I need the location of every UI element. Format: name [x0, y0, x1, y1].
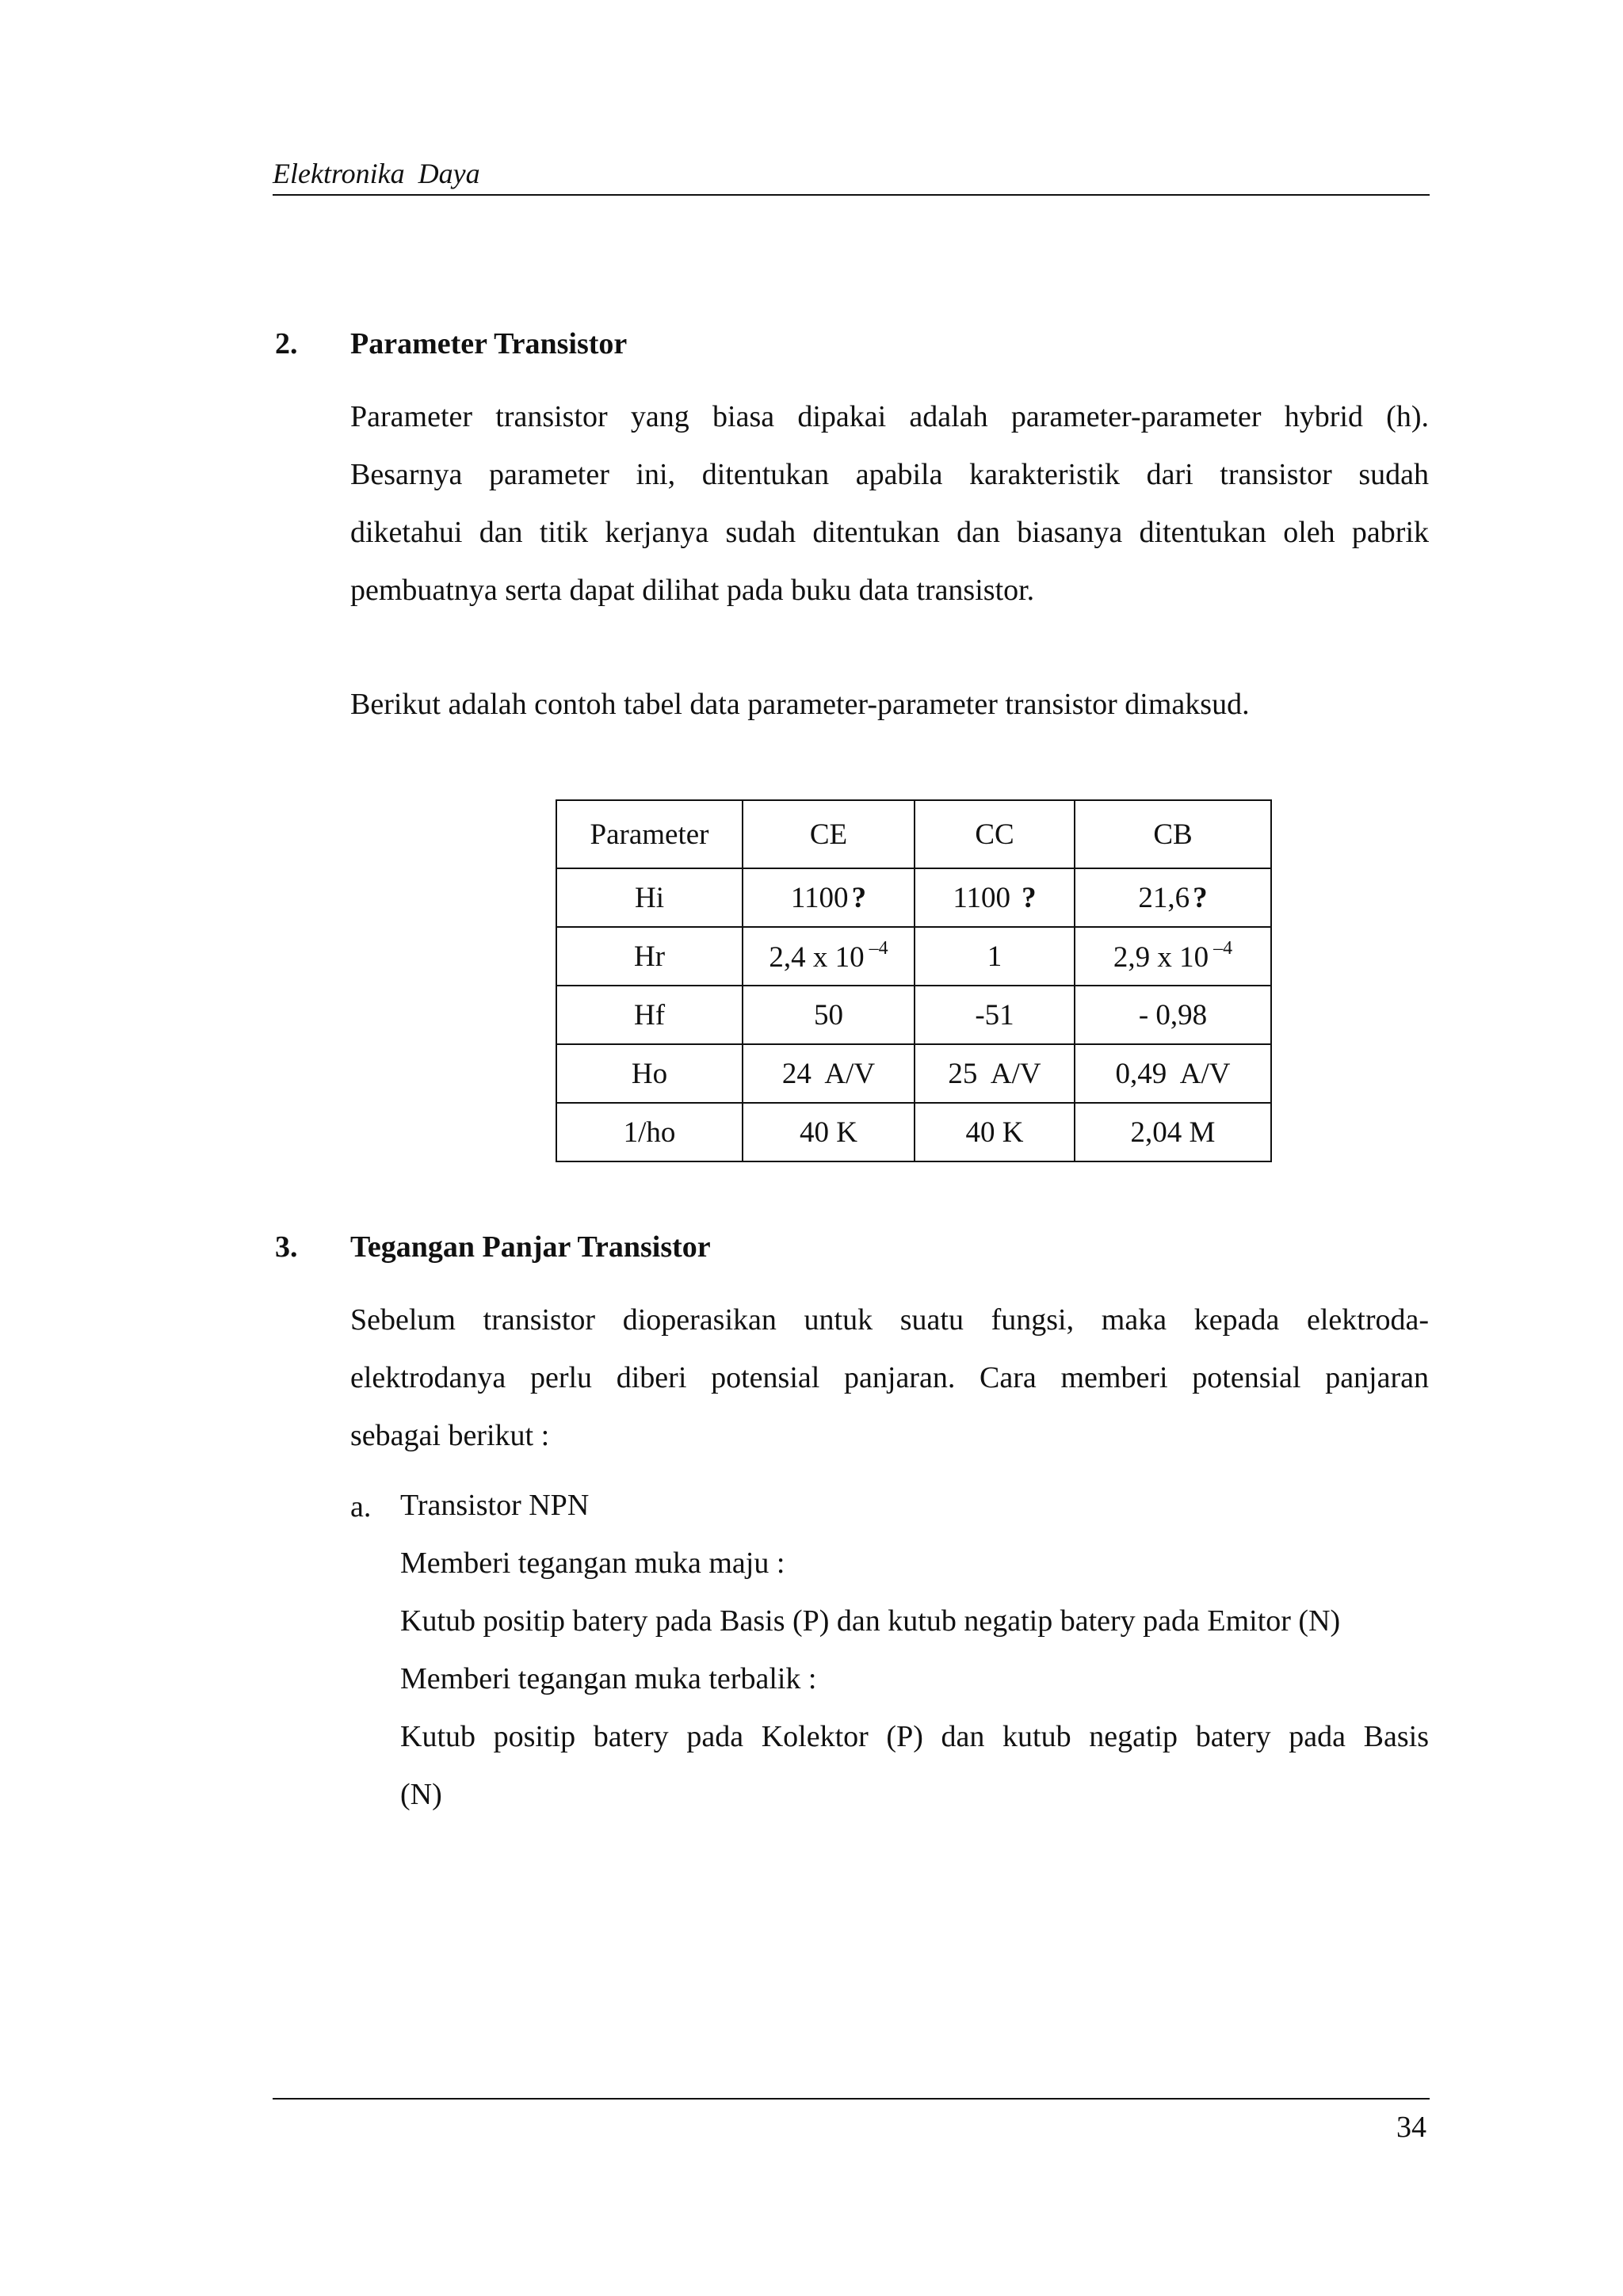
list-item [400, 1477, 1429, 1824]
section-3-paragraph [350, 1291, 1429, 1465]
paragraph-line: Berikut adalah contoh tabel data parameter-parameter transistor dimaksud. [350, 688, 1250, 721]
table-cell: 40 K [915, 1103, 1075, 1161]
table-cell: Hi [556, 868, 743, 927]
header-cell: CB [1075, 800, 1271, 868]
header-rule [273, 194, 1430, 196]
table-row [556, 1103, 1271, 1161]
cell-value: 21,6 [1138, 881, 1190, 914]
table-cell: 25 A/V [915, 1044, 1075, 1103]
table-cell [1075, 927, 1271, 986]
header-cell: Parameter [556, 800, 743, 868]
exponent: –4 [1213, 938, 1233, 959]
paragraph-line: Parameter transistor yang biasa dipakai adalah parameter-parameter hybrid (h). [350, 400, 1429, 433]
paragraph-line: Sebelum transistor dioperasikan untuk suatu fungsi, maka kepada elektroda- [350, 1303, 1429, 1337]
header-cell: CE [743, 800, 915, 868]
list-line: Transistor NPN [400, 1489, 590, 1522]
table-row [556, 1044, 1271, 1103]
table-cell [743, 927, 915, 986]
exponent: –4 [869, 938, 888, 959]
table-cell [915, 868, 1075, 927]
list-label: a. [350, 1490, 372, 1524]
cell-value: 2,4 x 10 [769, 941, 865, 974]
running-header: Elektronika Daya [273, 158, 480, 189]
table-cell: Hr [556, 927, 743, 986]
list-line: (N) [400, 1778, 442, 1811]
section-3-number: 3. [275, 1230, 298, 1264]
paragraph-line: sebagai berikut : [350, 1419, 550, 1452]
section-2-title: Parameter Transistor [350, 327, 628, 360]
table-header-row [556, 800, 1271, 868]
unknown-symbol: ? [1193, 881, 1208, 914]
table-cell: 0,49 A/V [1075, 1044, 1271, 1103]
list-line: Memberi tegangan muka terbalik : [400, 1662, 817, 1695]
section-2-number: 2. [275, 327, 298, 360]
table-cell: 40 K [743, 1103, 915, 1161]
paragraph-line: pembuatnya serta dapat dilihat pada buku data transistor. [350, 574, 1035, 607]
table-cell: 2,04 M [1075, 1103, 1271, 1161]
unknown-symbol: ? [1022, 881, 1037, 914]
table-cell: - 0,98 [1075, 986, 1271, 1044]
section-2-paragraph [350, 388, 1429, 620]
footer-rule [273, 2098, 1430, 2100]
header-cell: CC [915, 800, 1075, 868]
table-cell: Hf [556, 986, 743, 1044]
table-cell [1075, 868, 1271, 927]
table-cell: -51 [915, 986, 1075, 1044]
paragraph-line: diketahui dan titik kerjanya sudah ditentukan dan biasanya ditentukan oleh pabrik [350, 516, 1429, 549]
table-row [556, 986, 1271, 1044]
unknown-symbol: ? [851, 881, 867, 914]
page-number: 34 [1396, 2111, 1426, 2144]
paragraph-line: elektrodanya perlu diberi potensial panjaran. Cara memberi potensial panjaran [350, 1361, 1429, 1394]
table-cell: 24 A/V [743, 1044, 915, 1103]
section-3-title: Tegangan Panjar Transistor [350, 1230, 711, 1264]
table-cell [743, 868, 915, 927]
list-line: Memberi tegangan muka maju : [400, 1547, 785, 1580]
table-cell: 50 [743, 986, 915, 1044]
table-cell: 1/ho [556, 1103, 743, 1161]
table-cell: 1 [915, 927, 1075, 986]
table-intro [350, 676, 1429, 734]
table-row [556, 927, 1271, 986]
list-line: Kutub positip batery pada Kolektor (P) dan kutub negatip batery pada Basis [400, 1720, 1429, 1753]
parameter-table [556, 799, 1272, 1162]
cell-value: 2,9 x 10 [1113, 941, 1209, 974]
paragraph-line: Besarnya parameter ini, ditentukan apabila karakteristik dari transistor sudah [350, 458, 1429, 491]
cell-value: 1100 [953, 881, 1011, 914]
table-row [556, 868, 1271, 927]
table-cell: Ho [556, 1044, 743, 1103]
list-line: Kutub positip batery pada Basis (P) dan kutub negatip batery pada Emitor (N) [400, 1604, 1341, 1638]
cell-value: 1100 [790, 881, 849, 914]
